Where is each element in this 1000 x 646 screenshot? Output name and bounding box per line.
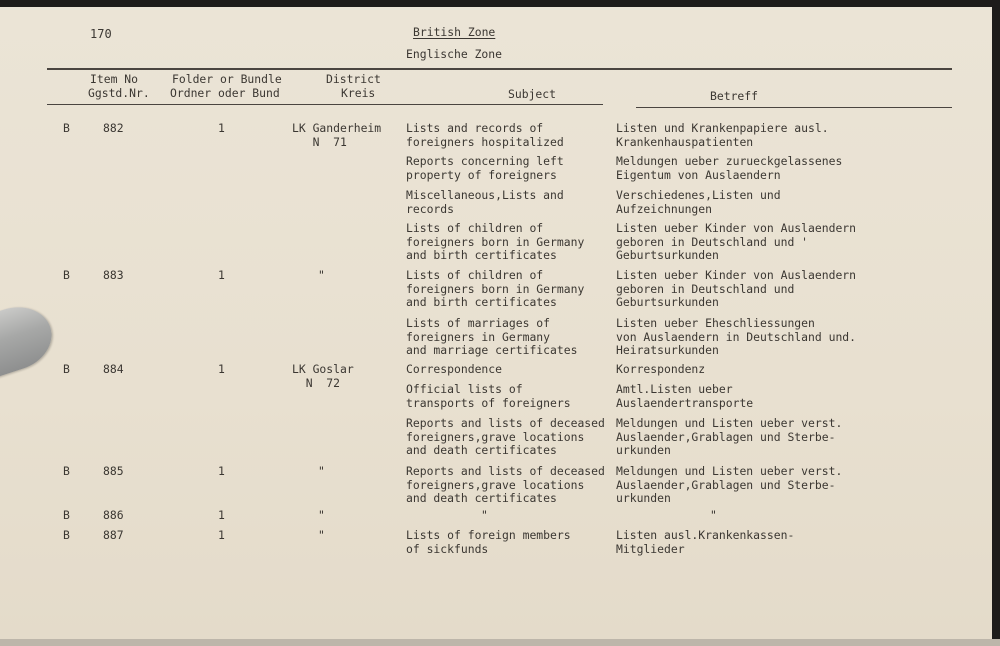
row-district: LK Goslar N 72 [292,362,354,390]
header-item-de: Ggstd.Nr. [88,86,150,100]
row-folder: 1 [218,464,225,478]
row-subject: Reports concerning left property of foreigners [406,154,564,182]
row-betreff: " [710,508,717,522]
row-prefix: B [63,121,70,135]
row-betreff: Meldungen und Listen ueber verst. Auslaender,Grablagen und Sterbe- urkunden [616,464,843,506]
header-betreff: Betreff [710,89,759,103]
row-betreff: Amtl.Listen ueber Auslaendertransporte [616,382,754,410]
header-folder-en: Folder or Bundle [172,72,282,86]
page-number: 170 [90,27,112,41]
row-subject: Reports and lists of deceased foreigners,grave locations and death certificates [406,416,605,458]
header-folder-de: Ordner oder Bund [170,86,280,100]
row-betreff: Listen und Krankenpapiere ausl. Krankenhauspatienten [616,121,829,149]
row-betreff: Meldungen und Listen ueber verst. Auslaender,Grablagen und Sterbe- urkunden [616,416,843,458]
row-betreff: Meldungen ueber zurueckgelassenes Eigentum von Auslaendern [616,154,843,182]
row-folder: 1 [218,268,225,282]
row-betreff: Korrespondenz [616,362,706,376]
row-folder: 1 [218,362,225,376]
row-betreff: Listen ueber Kinder von Auslaendern geboren in Deutschland und ' Geburtsurkunden [616,221,857,263]
header-bottom-rule-right [636,107,952,108]
row-subject: Official lists of transports of foreigners [406,382,571,410]
row-subject: Lists of foreign members of sickfunds [406,528,571,556]
row-prefix: B [63,528,70,542]
row-item-number: 887 [103,528,124,542]
row-district: " [318,508,325,522]
row-folder: 1 [218,528,225,542]
row-district: LK Ganderheim N 71 [292,121,382,149]
scan-edge [0,639,1000,646]
header-district-en: District [326,72,381,86]
row-subject: Lists of children of foreigners born in Germany and birth certificates [406,221,585,263]
row-betreff: Listen ausl.Krankenkassen- Mitglieder [616,528,795,556]
row-district: " [318,464,325,478]
row-prefix: B [63,268,70,282]
row-subject: Reports and lists of deceased foreigners,grave locations and death certificates [406,464,605,506]
header-subject: Subject [508,87,557,101]
zone-title-de: Englische Zone [406,47,503,61]
row-betreff: Listen ueber Kinder von Auslaendern geboren in Deutschland und Geburtsurkunden [616,268,857,310]
page-tab-clip [0,298,60,379]
row-subject: " [481,508,488,522]
row-item-number: 886 [103,508,124,522]
row-folder: 1 [218,508,225,522]
document-page [0,7,992,639]
header-district-de: Kreis [341,86,376,100]
row-item-number: 884 [103,362,124,376]
row-subject: Lists of marriages of foreigners in Germany and marriage certificates [406,316,578,358]
row-folder: 1 [218,121,225,135]
row-item-number: 882 [103,121,124,135]
row-item-number: 885 [103,464,124,478]
header-bottom-rule-left [47,104,603,105]
row-subject: Lists and records of foreigners hospitalized [406,121,564,149]
row-district: " [318,528,325,542]
row-item-number: 883 [103,268,124,282]
row-district: " [318,268,325,282]
row-betreff: Listen ueber Eheschliessungen von Auslaendern in Deutschland und. Heiratsurkunden [616,316,857,358]
header-top-rule [47,68,952,70]
row-subject: Miscellaneous,Lists and records [406,188,564,216]
zone-title-en: British Zone [413,25,496,39]
row-prefix: B [63,464,70,478]
row-prefix: B [63,508,70,522]
row-subject: Correspondence [406,362,503,376]
row-prefix: B [63,362,70,376]
header-item-en: Item No [90,72,139,86]
row-subject: Lists of children of foreigners born in Germany and birth certificates [406,268,585,310]
row-betreff: Verschiedenes,Listen und Aufzeichnungen [616,188,781,216]
